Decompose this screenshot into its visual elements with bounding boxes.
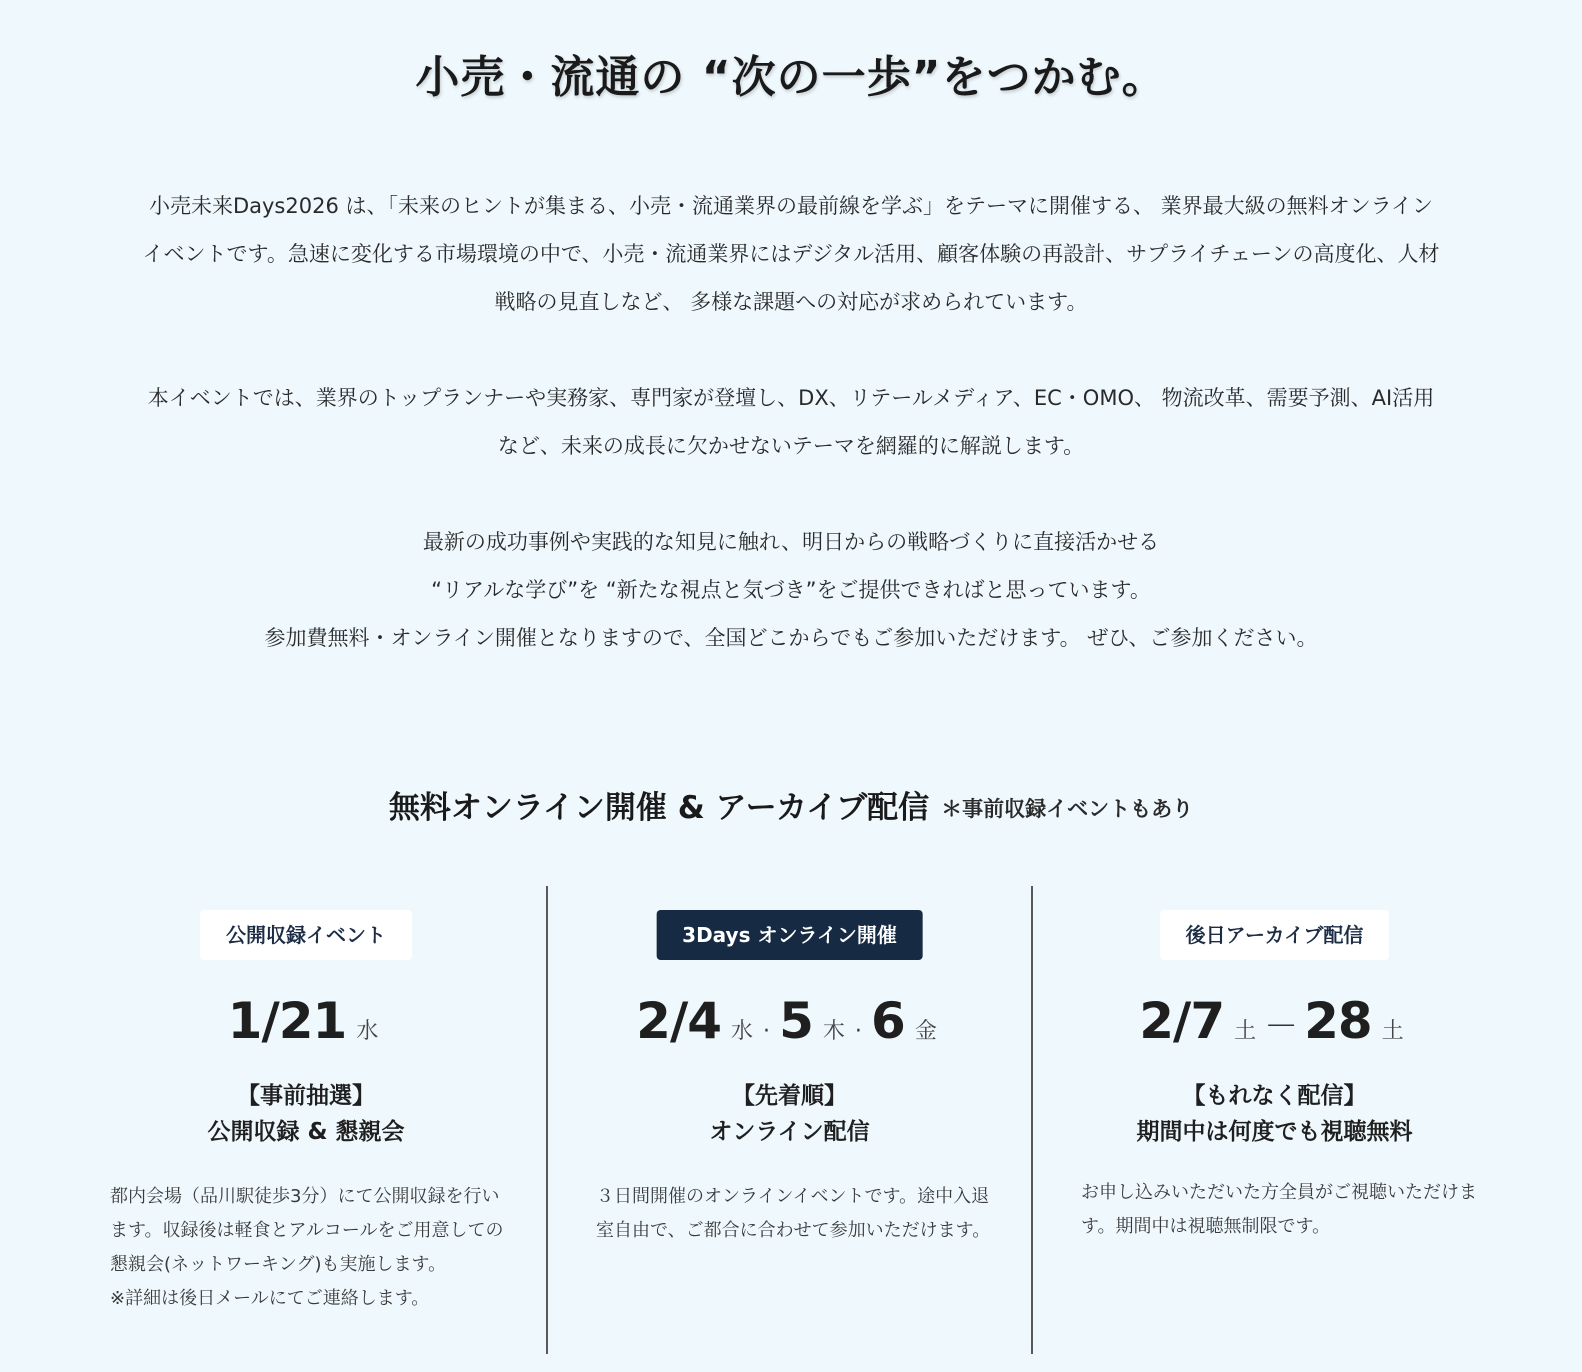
date-value: 2/7 [1139, 992, 1225, 1050]
event-subhead-line-2: オンライン配信 [709, 1119, 870, 1145]
date-value: 28 [1304, 992, 1372, 1050]
page-title: 小売・流通の “次の一歩”をつかむ。 [415, 52, 1167, 103]
badge-online-event: 3Days オンライン開催 [656, 910, 923, 960]
event-subhead-line-1: 【もれなく配信】 [1182, 1083, 1367, 1109]
event-subhead-line-2: 公開収録 & 懇親会 [207, 1119, 405, 1145]
date-value: 5 [779, 992, 813, 1050]
event-subhead [1033, 1078, 1516, 1150]
intro-paragraph-1: 小売未来Days2026 は、「未来のヒントが集まる、小売・流通業界の最前線を学ぶ」をテーマに開催する、 業界最大級の無料オンラインイベントです。急速に変化する市場環境の中で、小売・流通業界にはデジタル活用、顧客体験の再設計、サプライチェーンの高度化、人材戦略の見直しなど、 多様な課題への対応が求められています。 [142, 194, 1440, 314]
intro-paragraph-2: 本イベントでは、業界のトップランナーや実務家、専門家が登壇し、DX、リテールメディア、EC・OMO、 物流改革、需要予測、AI活用など、未来の成長に欠かせないテーマを網羅的に解説します。 [147, 386, 1435, 458]
date-range-dash: － [1264, 1007, 1299, 1047]
intro-paragraph-3-line-2: “リアルな学び”を “新たな視点と気づき”をご提供できればと思っています。 [431, 578, 1151, 602]
intro-paragraph-3-line-3: 参加費無料・オンライン開催となりますので、全国どこからでもご参加いただけます。 ぜひ、ご参加ください。 [264, 626, 1318, 650]
event-date [548, 992, 1031, 1050]
event-description-text: 都内会場（品川駅徒歩3分）にて公開収録を行います。収録後は軽食とアルコールをご用意しての懇親会(ネットワーキング)も実施します。 [110, 1186, 504, 1275]
day-of-week: 水 [356, 1019, 379, 1044]
event-description [1081, 1176, 1477, 1244]
event-description-text: ３日間開催のオンラインイベントです。途中入退室自由で、ご都合に合わせて参加いただけます。 [596, 1186, 991, 1241]
badge-archive: 後日アーカイブ配信 [1160, 910, 1390, 960]
event-date [1033, 992, 1516, 1050]
event-subhead-line-1: 【先着順】 [732, 1083, 847, 1109]
event-description-note: ※詳細は後日メールにてご連絡します。 [110, 1288, 430, 1309]
event-description [596, 1180, 992, 1248]
day-of-week: 木 [822, 1019, 845, 1044]
date-separator: · [854, 1019, 862, 1044]
intro-paragraph-3-line-1: 最新の成功事例や実践的な知見に触れ、明日からの戦略づくりに直接活かせる [422, 530, 1160, 554]
day-of-week: 金 [914, 1019, 937, 1044]
event-date [66, 992, 546, 1050]
day-of-week: 土 [1381, 1019, 1404, 1044]
day-of-week: 土 [1234, 1019, 1257, 1044]
day-of-week: 水 [731, 1019, 754, 1044]
section-heading-note: ＊事前収録イベントもあり [941, 797, 1194, 821]
date-value: 2/4 [636, 992, 721, 1050]
event-column-public-recording [66, 886, 546, 1354]
event-columns [66, 886, 1516, 1354]
event-subhead-line-2: 期間中は何度でも視聴無料 [1136, 1119, 1413, 1145]
date-value: 1/21 [227, 992, 347, 1050]
badge-public-recording: 公開収録イベント [200, 910, 412, 960]
section-heading [0, 785, 1582, 833]
intro-text [140, 182, 1442, 662]
event-description [110, 1180, 510, 1316]
event-column-archive [1031, 886, 1516, 1354]
section-heading-title: 無料オンライン開催 & アーカイブ配信 [388, 790, 930, 826]
date-value: 6 [871, 992, 905, 1050]
event-subhead [548, 1078, 1031, 1150]
event-description-text: お申し込みいただいた方全員がご視聴いただけます。期間中は視聴無制限です。 [1081, 1182, 1477, 1237]
intro-paragraph-3 [140, 518, 1442, 662]
event-subhead [66, 1078, 546, 1150]
event-column-online [546, 886, 1031, 1354]
date-separator: · [763, 1019, 771, 1044]
event-subhead-line-1: 【事前抽選】 [237, 1083, 375, 1109]
